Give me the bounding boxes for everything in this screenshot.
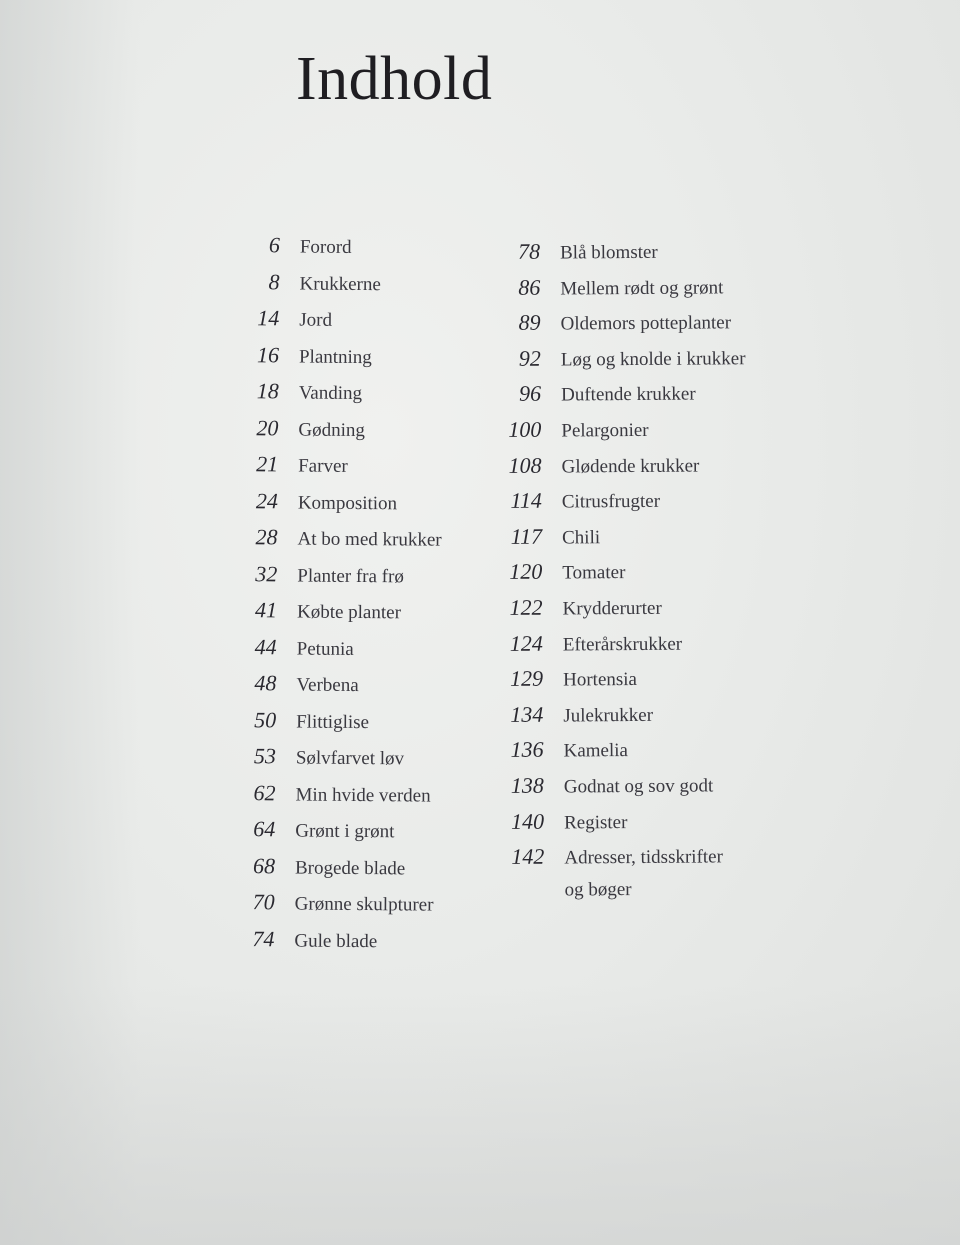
toc-chapter-title: Efterårskrukker [562, 633, 683, 656]
toc-entry [228, 670, 440, 708]
toc-chapter-title: Mellem rødt og grønt [560, 276, 724, 300]
toc-entry [231, 378, 443, 416]
toc-chapter-title: Flittiglise [296, 711, 370, 733]
toc-right-column [490, 237, 749, 915]
toc-chapter-title: Register [564, 811, 628, 833]
toc-entry [493, 736, 748, 773]
toc-page-number: 18 [256, 378, 279, 404]
toc-entry [491, 415, 746, 452]
toc-page-number: 74 [252, 925, 275, 951]
toc-chapter-title: og bøger [564, 878, 632, 901]
toc-page-number: 122 [509, 594, 543, 620]
toc-entry [493, 700, 748, 737]
toc-entry [227, 852, 439, 890]
toc-page-number: 89 [518, 309, 541, 335]
toc-chapter-title: Brogede blade [294, 857, 406, 879]
toc-chapter-title: Oldemors potteplanter [560, 312, 732, 335]
toc-entry [493, 664, 748, 701]
toc-entry [492, 486, 747, 523]
toc-entry [231, 268, 443, 306]
toc-entry [494, 842, 749, 879]
toc-entry [492, 558, 747, 595]
toc-chapter-title: Komposition [297, 492, 398, 514]
toc-entry [227, 779, 439, 817]
toc-page-number: 6 [268, 232, 280, 258]
toc-page-number: 108 [508, 452, 542, 478]
toc-chapter-title: Duftende krukker [561, 383, 696, 406]
toc-chapter-title: Vanding [298, 382, 363, 405]
toc-entry [227, 816, 439, 854]
toc-chapter-title: Verbena [296, 674, 359, 697]
toc-page-number: 92 [518, 345, 541, 371]
toc-page-number: 140 [510, 808, 545, 834]
toc-chapter-title: Julekrukker [563, 704, 654, 727]
toc-entry [232, 232, 444, 270]
toc-entry [491, 451, 746, 488]
toc-chapter-title: Jord [299, 309, 333, 331]
toc-chapter-title: Tomater [562, 562, 626, 584]
toc-page-number: 114 [510, 487, 542, 514]
toc-page-number: 124 [509, 630, 543, 656]
toc-chapter-title: Sølvfarvet løv [295, 747, 405, 770]
toc-chapter-title: Glødende krukker [561, 455, 700, 478]
toc-entry [230, 414, 442, 452]
toc-chapter-title: Gødning [298, 419, 366, 441]
toc-entry [230, 451, 442, 489]
toc-entry [491, 380, 746, 417]
toc-entry [490, 237, 745, 274]
toc-chapter-title: Grønt i grønt [295, 820, 395, 843]
toc-page-number: 14 [257, 305, 280, 331]
toc-page-number: 32 [255, 560, 278, 586]
toc-entry [490, 273, 745, 310]
toc-page-number: 142 [511, 843, 545, 869]
toc-entry [229, 560, 441, 598]
toc-entry [229, 524, 441, 562]
toc-chapter-title: Citrusfrugter [561, 490, 661, 513]
toc-chapter-title: Hortensia [563, 669, 638, 691]
toc-page-number: 134 [510, 701, 544, 727]
toc-page-number: 20 [256, 414, 279, 440]
toc-entry [494, 807, 749, 844]
toc-chapter-title: Købte planter [296, 601, 402, 624]
toc-entry [230, 487, 442, 525]
toc-chapter-title: Godnat og sov godt [563, 775, 714, 798]
toc-page-number: 100 [508, 416, 542, 442]
toc-chapter-title: Gule blade [294, 930, 378, 952]
toc-page-number: 70 [252, 889, 275, 915]
toc-left-column [226, 232, 444, 964]
toc-chapter-title: Plantning [298, 346, 372, 368]
toc-entry [229, 633, 441, 671]
toc-page-number: 8 [268, 268, 280, 294]
toc-chapter-title: Chili [562, 526, 601, 549]
toc-chapter-title: At bo med krukker [297, 528, 442, 551]
toc-entry [490, 308, 745, 345]
toc-page-number: 48 [254, 670, 277, 696]
toc-entry [491, 344, 746, 381]
toc-page-number: 24 [255, 487, 278, 513]
toc-page-number: 50 [254, 706, 277, 732]
toc-chapter-title: Krukkerne [299, 273, 381, 295]
toc-entry [227, 889, 439, 927]
toc-page-number: 16 [256, 341, 280, 367]
toc-chapter-title: Kamelia [563, 740, 629, 762]
page-title: Indhold [296, 45, 493, 113]
toc-entry-continuation [494, 878, 749, 915]
toc-chapter-title: Adresser, tidsskrifter [564, 846, 723, 869]
toc-page-number: 129 [509, 665, 544, 691]
toc-page-number: 138 [510, 772, 544, 798]
toc-page-number: 117 [510, 523, 543, 549]
toc-entry [492, 593, 747, 630]
toc-chapter-title: Petunia [296, 638, 354, 660]
page-shadow-bottom [0, 985, 960, 1245]
toc-entry [492, 522, 747, 559]
toc-chapter-title: Farver [298, 455, 348, 477]
toc-entry [231, 341, 443, 379]
toc-chapter-title: Planter fra frø [297, 565, 404, 587]
toc-entry [494, 771, 749, 808]
toc-chapter-title: Min hvide verden [295, 784, 431, 807]
toc-page-number: 68 [252, 852, 276, 878]
toc-entry [228, 706, 440, 744]
toc-chapter-title: Blå blomster [560, 241, 658, 264]
toc-page-number: 96 [518, 381, 542, 407]
toc-page-number: 41 [254, 597, 278, 623]
toc-entry [229, 597, 441, 635]
toc-chapter-title: Grønne skulpturer [294, 893, 434, 916]
toc-page-number: 78 [517, 238, 541, 264]
toc-entry [226, 925, 438, 963]
toc-page-number: 53 [253, 743, 276, 769]
toc-entry [231, 305, 443, 343]
toc-entry [493, 629, 748, 666]
toc-chapter-title: Løg og knolde i krukker [560, 348, 746, 371]
toc-chapter-title: Pelargonier [561, 419, 649, 442]
toc-entry [228, 743, 440, 781]
toc-page-number: 21 [256, 451, 279, 477]
toc-page-number: 86 [518, 274, 541, 300]
toc-page-number: 44 [254, 633, 277, 659]
toc-chapter-title: Krydderurter [562, 597, 662, 620]
toc-page-number: 64 [253, 816, 276, 842]
toc-chapter-title: Forord [299, 236, 352, 258]
toc-page-number: 62 [253, 779, 276, 805]
toc-page-number: 28 [255, 524, 278, 550]
toc-page-number: 136 [510, 736, 544, 763]
toc-page-number: 120 [509, 558, 543, 585]
